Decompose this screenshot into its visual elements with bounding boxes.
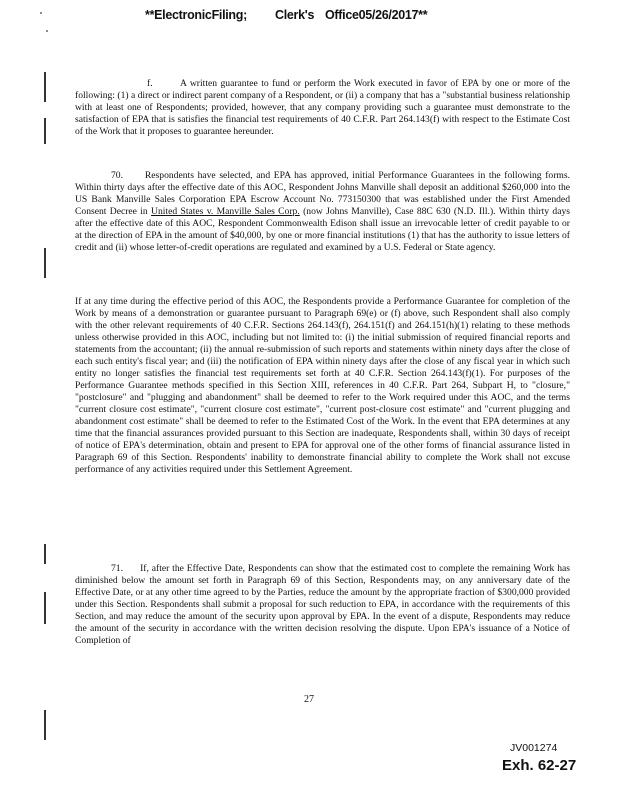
efiling-stamp: **ElectronicFiling; <box>145 8 247 22</box>
exhibit-label: Exh. 62-27 <box>502 757 577 774</box>
paragraph-performance-guarantee-text: If at any time during the effective period of this AOC, the Respondents provide a Performance Guarantee for completion of the Work by means of a demonstration or guarantee pursuant to Paragraph 69(e) or (f) above, such Respondent shall also comply with the other relevant requirements of 40 C.F.R. Sections 264.143(f), 264.151(f) and 264.151(h)(1) relating to these methods unless otherwise provided in this AOC, including but not limited to: (i) the initial submission of required financial reports and statements from the accountant; (ii) the annual re-submission of such reports and statements within ninety days after the close of each such entity's fiscal year; and (iii) the notification of EPA within ninety days after the close of any fiscal year in which such entity no longer satisfies the financial test requirements set forth at 40 C.F.R. Section 264.143(f)(1). For purposes of the Performance Guarantee methods specified in this Section XIII, references in 40 C.F.R. Part 264, Subpart H, to "closure," "postclosure" and "plugging and abandonment" shall be deemed to refer to the Work required under this AOC, and the terms "current closure cost estimate", "current closure cost estimate", "current post-closure cost estimate" and "current plugging and abandonment cost estimate" shall be deemed to refer to the Estimated Cost of the Work. In the event that EPA determines at any time that the financial assurances provided pursuant to this Section are inadequate, Respondents shall, within 30 days of receipt of notice of EPA's determination, obtain and present to EPA for approval one of the other forms of financial assurance listed in Paragraph 69 of this Section. Respondents' inability to demonstrate financial ability to complete the Work shall not excuse performance of any activities required under this Settlement Agreement. <box>75 296 570 475</box>
case-name: United States v. Manville Sales Corp. <box>151 206 300 217</box>
margin-change-bar <box>44 248 46 278</box>
margin-change-bar <box>44 118 46 144</box>
bates-number: JV001274 <box>510 742 558 754</box>
margin-change-bar <box>44 72 46 102</box>
paragraph-f-label: f. <box>147 78 153 89</box>
margin-change-bar <box>44 710 46 740</box>
paragraph-71 <box>75 563 570 647</box>
paragraph-f-text: A written guarantee to fund or perform the Work executed in favor of EPA by one or more of the following: (1) a direct or indirect parent company of a Respondent, or (ii) a company that has a "substantial business relationship with at least one of Respondents; provided, however, that any company providing such a guarantee must demonstrate to the satisfaction of EPA that is satisfies the financial test requirements of 40 C.F.R. Part 264.143(f) with respect to the Estimate Cost of the Work that it proposes to guarantee hereunder. <box>75 78 570 137</box>
clerks-label: Clerk's <box>275 8 315 22</box>
paragraph-70-number: 70. <box>111 170 123 181</box>
margin-change-bar <box>44 592 46 624</box>
paragraph-70-text-1: Respondents have selected, and EPA has approved, initial Performance Guarantees in the following forms. Within thirty days after the effective date of this AOC, Respondent Johns Manville shall deposit an additional $260,000 into the US Bank Manville Sales Corporation EPA Escrow Account No. 773150300 that was established under the First Amended Consent Decree in <box>75 170 571 217</box>
margin-change-bar <box>44 544 46 564</box>
page-number: 27 <box>304 694 314 705</box>
paragraph-f <box>75 78 570 138</box>
paragraph-performance-guarantee <box>75 296 570 476</box>
scan-speck <box>40 12 42 14</box>
paragraph-71-text: If, after the Effective Date, Respondents can show that the estimated cost to complete the remaining Work has diminished below the amount set forth in Paragraph 69 of this Section, Respondents may, on any anniversary date of the Effective Date, or at any other time agreed to by the Parties, reduce the amount by the appropriate fraction of $300,000 provided under this Section. Respondents shall submit a proposal for such reduction to EPA, in accordance with the requirements of this Section, and may reduce the amount of the security upon approval by EPA. In the event of a dispute, Respondents may reduce the amount of the security in accordance with the written decision resolving the dispute. Upon EPA's issuance of a Notice of Completion of <box>75 563 570 646</box>
paragraph-70-text-2: (now Johns Manville), Case 88C 630 (N.D. Ill.). Within thirty days after the effective date of this AOC, Respondent Commonwealth Edison shall issue an irrevocable letter of credit payable to or at the direction of EPA in the amount of $40,000, by one or more financial institutions (1) that has the authority to issue letters of credit and (ii) whose letter-of-credit operations are regulated and examined by a U.S. Federal or State agency. <box>75 206 570 253</box>
paragraph-70 <box>75 170 570 254</box>
office-date-stamp: Office05/26/2017** <box>325 8 428 22</box>
paragraph-71-number: 71. <box>111 563 123 574</box>
scan-speck <box>46 30 48 32</box>
